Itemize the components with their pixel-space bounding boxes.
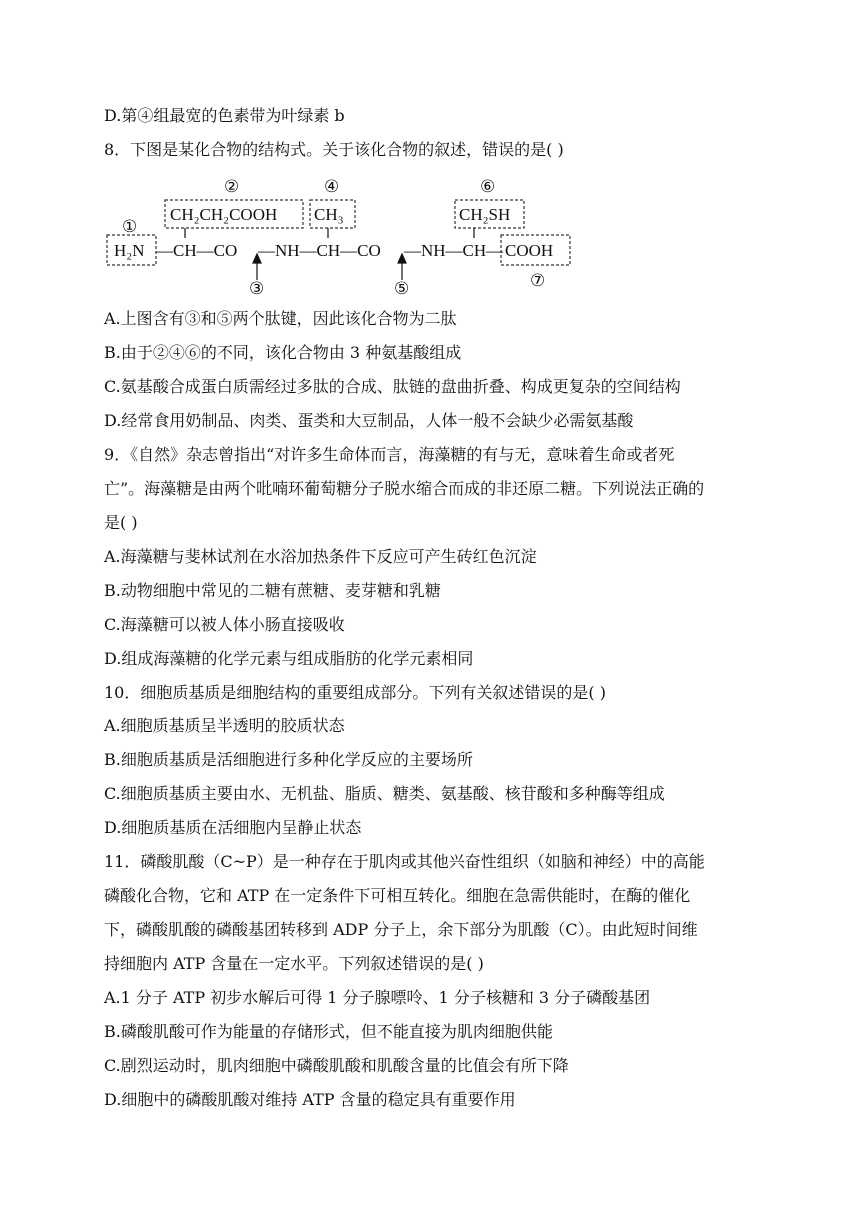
option-10c: C.细胞质基质主要由水、无机盐、脂质、糖类、氨基酸、核苷酸和多种酶等组成 xyxy=(104,784,665,803)
label-6: ⑥ xyxy=(480,177,496,196)
option-11b: B.磷酸肌酸可作为能量的存储形式，但不能直接为肌肉细胞供能 xyxy=(104,1022,553,1041)
chemical-structure-diagram xyxy=(100,170,600,295)
label-5: ⑤ xyxy=(394,279,410,295)
label-7: ⑦ xyxy=(530,271,546,290)
main-chain-amino: H₂N xyxy=(114,241,145,260)
question-11-stem-line-2: 磷酸化合物，它和 ATP 在一定条件下可相互转化。细胞在急需供能时，在酶的催化 xyxy=(104,886,691,905)
option-8c: C.氨基酸合成蛋白质需经过多肽的合成、肽链的盘曲折叠、构成更复杂的空间结构 xyxy=(104,377,681,396)
option-10a: A.细胞质基质呈半透明的胶质状态 xyxy=(104,716,345,735)
option-8d: D.经常食用奶制品、肉类、蛋类和大豆制品，人体一般不会缺少必需氨基酸 xyxy=(104,411,634,430)
main-chain-segment-2: —NH—CH—CO xyxy=(258,241,381,260)
option-7d: D.第④组最宽的色素带为叶绿素 b xyxy=(104,106,345,125)
option-10b: B.细胞质基质是活细胞进行多种化学反应的主要场所 xyxy=(104,750,473,769)
option-9d: D.组成海藻糖的化学元素与组成脂肪的化学元素相同 xyxy=(104,649,474,668)
option-9b: B.动物细胞中常见的二糖有蔗糖、麦芽糖和乳糖 xyxy=(104,581,441,600)
option-11d: D.细胞中的磷酸肌酸对维持 ATP 含量的稳定具有重要作用 xyxy=(104,1090,516,1109)
question-8-stem: 8．下图是某化合物的结构式。关于该化合物的叙述，错误的是( ) xyxy=(104,140,564,159)
side-chain-2: CH₃ xyxy=(314,205,344,224)
option-11c: C.剧烈运动时，肌肉细胞中磷酸肌酸和肌酸含量的比值会有所下降 xyxy=(104,1056,569,1075)
main-chain-segment-3: —NH—CH— xyxy=(404,241,504,260)
option-8a: A.上图含有③和⑤两个肽键，因此该化合物为二肽 xyxy=(104,309,457,328)
option-9a: A.海藻糖与斐林试剂在水浴加热条件下反应可产生砖红色沉淀 xyxy=(104,547,537,566)
option-10d: D.细胞质基质在活细胞内呈静止状态 xyxy=(104,818,362,837)
side-chain-3: CH₂SH xyxy=(459,205,511,224)
label-4: ④ xyxy=(324,177,340,196)
main-chain-carboxyl: COOH xyxy=(505,241,554,260)
side-chain-1: CH₂CH₂COOH xyxy=(170,205,278,224)
label-1: ① xyxy=(122,217,138,236)
option-9c: C.海藻糖可以被人体小肠直接吸收 xyxy=(104,615,345,634)
question-11-stem-line-4: 持细胞内 ATP 含量在一定水平。下列叙述错误的是( ) xyxy=(104,954,484,973)
main-chain-segment-1: —CH—CO xyxy=(156,241,238,260)
option-11a: A.1 分子 ATP 初步水解后可得 1 分子腺嘌呤、1 分子核糖和 3 分子磷酸基团 xyxy=(104,988,651,1007)
question-9-stem-line-2: 亡”。海藻糖是由两个吡喃环葡萄糖分子脱水缩合而成的非还原二糖。下列说法正确的 xyxy=(104,479,705,498)
question-11-stem-line-1: 11．磷酸肌酸（C~P）是一种存在于肌肉或其他兴奋性组织（如脑和神经）中的高能 xyxy=(104,852,705,871)
question-9-stem-line-1: 9．《自然》杂志曾指出“对许多生命体而言，海藻糖的有与无，意味着生命或者死 xyxy=(104,445,675,464)
label-3: ③ xyxy=(249,279,265,295)
question-10-stem: 10．细胞质基质是细胞结构的重要组成部分。下列有关叙述错误的是( ) xyxy=(104,683,606,702)
question-9-stem-line-3: 是( ) xyxy=(104,513,138,532)
option-8b: B.由于②④⑥的不同，该化合物由 3 种氨基酸组成 xyxy=(104,343,462,362)
question-11-stem-line-3: 下，磷酸肌酸的磷酸基团转移到 ADP 分子上，余下部分为肌酸（C）。由此短时间维 xyxy=(104,920,698,939)
label-2: ② xyxy=(224,177,240,196)
